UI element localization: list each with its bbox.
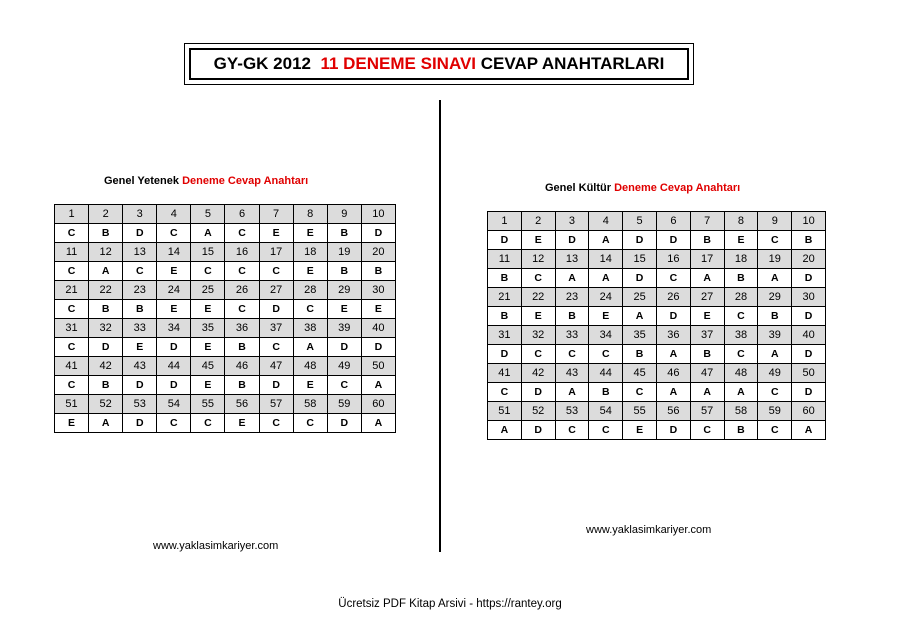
question-number-cell: 17	[690, 250, 724, 269]
question-number-cell: 54	[157, 395, 191, 414]
answer-cell: B	[89, 376, 123, 395]
right-panel-title	[545, 182, 740, 194]
question-number-cell: 46	[656, 364, 690, 383]
question-number-cell: 60	[361, 395, 395, 414]
answer-cell: D	[488, 231, 522, 250]
answer-cell: E	[191, 376, 225, 395]
answer-cell: D	[123, 224, 157, 243]
question-number-row	[55, 395, 396, 414]
answer-cell: C	[758, 231, 792, 250]
question-number-cell: 22	[521, 288, 555, 307]
answer-cell: A	[555, 383, 589, 402]
question-number-cell: 55	[191, 395, 225, 414]
answer-cell: E	[157, 300, 191, 319]
question-number-cell: 6	[656, 212, 690, 231]
question-number-cell: 7	[259, 205, 293, 224]
right-answer-table	[487, 211, 826, 440]
question-number-cell: 37	[690, 326, 724, 345]
answer-cell: A	[623, 307, 657, 326]
answer-row	[488, 269, 826, 288]
question-number-cell: 3	[123, 205, 157, 224]
answer-cell: C	[55, 376, 89, 395]
question-number-cell: 39	[758, 326, 792, 345]
answer-cell: E	[361, 300, 395, 319]
title-suffix: CEVAP ANAHTARLARI	[480, 54, 665, 73]
answer-cell: A	[488, 421, 522, 440]
answer-row	[488, 307, 826, 326]
question-number-cell: 52	[521, 402, 555, 421]
answer-cell: A	[361, 376, 395, 395]
question-number-cell: 58	[293, 395, 327, 414]
answer-cell: A	[724, 383, 758, 402]
answer-cell: C	[191, 262, 225, 281]
question-number-cell: 38	[293, 319, 327, 338]
question-number-cell: 40	[792, 326, 826, 345]
question-number-cell: 50	[361, 357, 395, 376]
answer-cell: C	[259, 338, 293, 357]
question-number-cell: 17	[259, 243, 293, 262]
answer-cell: E	[293, 262, 327, 281]
answer-cell: E	[123, 338, 157, 357]
question-number-cell: 48	[293, 357, 327, 376]
question-number-cell: 9	[327, 205, 361, 224]
question-number-cell: 27	[690, 288, 724, 307]
answer-cell: D	[792, 383, 826, 402]
question-number-cell: 26	[225, 281, 259, 300]
answer-cell: C	[521, 269, 555, 288]
answer-cell: B	[792, 231, 826, 250]
question-number-cell: 1	[55, 205, 89, 224]
answer-cell: D	[327, 414, 361, 433]
answer-row	[488, 231, 826, 250]
question-number-cell: 52	[89, 395, 123, 414]
answer-cell: E	[724, 231, 758, 250]
answer-cell: C	[225, 262, 259, 281]
question-number-row	[488, 288, 826, 307]
answer-cell: E	[191, 300, 225, 319]
question-number-row	[488, 402, 826, 421]
answer-cell: A	[656, 383, 690, 402]
left-answer-table	[54, 204, 396, 433]
answer-cell: E	[327, 300, 361, 319]
question-number-cell: 45	[191, 357, 225, 376]
question-number-cell: 18	[724, 250, 758, 269]
question-number-row	[488, 250, 826, 269]
answer-cell: A	[191, 224, 225, 243]
answer-cell: B	[724, 269, 758, 288]
answer-cell: A	[690, 383, 724, 402]
answer-cell: C	[623, 383, 657, 402]
answer-cell: C	[55, 224, 89, 243]
answer-cell: C	[123, 262, 157, 281]
question-number-cell: 29	[327, 281, 361, 300]
question-number-cell: 49	[327, 357, 361, 376]
answer-cell: D	[656, 231, 690, 250]
question-number-row	[488, 212, 826, 231]
answer-cell: C	[488, 383, 522, 402]
answer-cell: E	[521, 307, 555, 326]
question-number-row	[55, 319, 396, 338]
answer-cell: B	[555, 307, 589, 326]
question-number-cell: 28	[293, 281, 327, 300]
question-number-cell: 26	[656, 288, 690, 307]
answer-cell: C	[259, 262, 293, 281]
question-number-cell: 1	[488, 212, 522, 231]
answer-cell: C	[157, 224, 191, 243]
answer-cell: C	[259, 414, 293, 433]
question-number-cell: 24	[589, 288, 623, 307]
question-number-cell: 37	[259, 319, 293, 338]
question-number-cell: 33	[123, 319, 157, 338]
answer-cell: B	[327, 224, 361, 243]
right-title-red: Deneme Cevap Anahtarı	[614, 182, 741, 194]
vertical-divider	[439, 100, 441, 552]
question-number-cell: 14	[157, 243, 191, 262]
answer-cell: C	[724, 345, 758, 364]
question-number-cell: 20	[792, 250, 826, 269]
question-number-row	[55, 243, 396, 262]
footer-text: Ücretsiz PDF Kitap Arsivi - https://rantey.org	[338, 598, 562, 610]
question-number-cell: 21	[55, 281, 89, 300]
answer-cell: A	[589, 231, 623, 250]
answer-cell: E	[589, 307, 623, 326]
question-number-cell: 33	[555, 326, 589, 345]
question-number-cell: 23	[555, 288, 589, 307]
left-title-main: Genel Yetenek	[104, 175, 180, 187]
question-number-cell: 4	[589, 212, 623, 231]
question-number-cell: 12	[89, 243, 123, 262]
answer-cell: C	[656, 269, 690, 288]
answer-cell: E	[55, 414, 89, 433]
question-number-cell: 36	[656, 326, 690, 345]
question-number-cell: 4	[157, 205, 191, 224]
answer-cell: D	[656, 421, 690, 440]
question-number-cell: 12	[521, 250, 555, 269]
answer-cell: B	[488, 307, 522, 326]
answer-cell: E	[157, 262, 191, 281]
answer-row	[488, 421, 826, 440]
answer-cell: C	[555, 345, 589, 364]
answer-cell: A	[656, 345, 690, 364]
answer-cell: B	[361, 262, 395, 281]
answer-cell: C	[589, 345, 623, 364]
question-number-cell: 23	[123, 281, 157, 300]
question-number-row	[55, 205, 396, 224]
answer-cell: B	[758, 307, 792, 326]
answer-cell: E	[623, 421, 657, 440]
answer-cell: C	[521, 345, 555, 364]
answer-cell: D	[555, 231, 589, 250]
answer-cell: B	[690, 345, 724, 364]
question-number-cell: 56	[225, 395, 259, 414]
answer-cell: A	[555, 269, 589, 288]
answer-cell: A	[690, 269, 724, 288]
answer-cell: A	[293, 338, 327, 357]
question-number-cell: 53	[555, 402, 589, 421]
answer-cell: A	[758, 345, 792, 364]
answer-cell: B	[724, 421, 758, 440]
answer-cell: A	[361, 414, 395, 433]
answer-cell: E	[521, 231, 555, 250]
answer-cell: D	[361, 338, 395, 357]
question-number-cell: 19	[327, 243, 361, 262]
answer-row	[55, 414, 396, 433]
answer-cell: C	[191, 414, 225, 433]
answer-cell: D	[656, 307, 690, 326]
question-number-cell: 48	[724, 364, 758, 383]
question-number-cell: 44	[157, 357, 191, 376]
answer-row	[55, 224, 396, 243]
answer-cell: C	[724, 307, 758, 326]
question-number-cell: 47	[259, 357, 293, 376]
answer-cell: B	[690, 231, 724, 250]
question-number-cell: 60	[792, 402, 826, 421]
answer-cell: B	[123, 300, 157, 319]
answer-cell: C	[758, 383, 792, 402]
question-number-cell: 13	[123, 243, 157, 262]
answer-cell: D	[259, 300, 293, 319]
answer-cell: D	[623, 231, 657, 250]
answer-cell: A	[792, 421, 826, 440]
question-number-cell: 35	[623, 326, 657, 345]
question-number-cell: 8	[293, 205, 327, 224]
title-highlight: 11 DENEME SINAVI	[320, 54, 477, 73]
answer-cell: C	[55, 300, 89, 319]
question-number-cell: 42	[89, 357, 123, 376]
answer-cell: A	[89, 262, 123, 281]
question-number-cell: 11	[488, 250, 522, 269]
question-number-cell: 27	[259, 281, 293, 300]
question-number-row	[55, 357, 396, 376]
answer-cell: C	[690, 421, 724, 440]
question-number-cell: 43	[555, 364, 589, 383]
answer-cell: D	[123, 376, 157, 395]
answer-cell: E	[690, 307, 724, 326]
question-number-cell: 54	[589, 402, 623, 421]
question-number-row	[488, 364, 826, 383]
answer-cell: D	[157, 338, 191, 357]
answer-cell: A	[589, 269, 623, 288]
answer-cell: C	[225, 224, 259, 243]
question-number-cell: 2	[89, 205, 123, 224]
answer-cell: C	[293, 300, 327, 319]
answer-cell: B	[589, 383, 623, 402]
answer-cell: D	[488, 345, 522, 364]
right-title-main: Genel Kültür	[545, 182, 612, 194]
question-number-cell: 51	[488, 402, 522, 421]
question-number-cell: 51	[55, 395, 89, 414]
answer-cell: E	[293, 376, 327, 395]
answer-cell: B	[488, 269, 522, 288]
question-number-cell: 30	[361, 281, 395, 300]
answer-cell: C	[55, 338, 89, 357]
answer-cell: C	[225, 300, 259, 319]
answer-cell: D	[157, 376, 191, 395]
question-number-cell: 32	[89, 319, 123, 338]
question-number-cell: 16	[656, 250, 690, 269]
question-number-cell: 43	[123, 357, 157, 376]
answer-row	[55, 376, 396, 395]
question-number-cell: 10	[361, 205, 395, 224]
question-number-cell: 44	[589, 364, 623, 383]
question-number-cell: 34	[157, 319, 191, 338]
question-number-cell: 9	[758, 212, 792, 231]
answer-cell: D	[521, 383, 555, 402]
answer-cell: D	[361, 224, 395, 243]
answer-cell: D	[792, 269, 826, 288]
question-number-cell: 34	[589, 326, 623, 345]
question-number-cell: 36	[225, 319, 259, 338]
question-number-cell: 45	[623, 364, 657, 383]
answer-cell: B	[327, 262, 361, 281]
answer-cell: D	[792, 307, 826, 326]
question-number-cell: 35	[191, 319, 225, 338]
answer-cell: B	[89, 224, 123, 243]
answer-row	[55, 338, 396, 357]
question-number-cell: 56	[656, 402, 690, 421]
question-number-cell: 41	[488, 364, 522, 383]
answer-cell: C	[327, 376, 361, 395]
question-number-cell: 5	[623, 212, 657, 231]
answer-cell: D	[792, 345, 826, 364]
question-number-cell: 50	[792, 364, 826, 383]
answer-cell: D	[259, 376, 293, 395]
question-number-cell: 40	[361, 319, 395, 338]
answer-cell: E	[191, 338, 225, 357]
answer-cell: D	[521, 421, 555, 440]
question-number-cell: 59	[327, 395, 361, 414]
question-number-cell: 7	[690, 212, 724, 231]
question-number-row	[55, 281, 396, 300]
answer-cell: C	[293, 414, 327, 433]
left-title-red: Deneme Cevap Anahtarı	[182, 175, 309, 187]
right-url: www.yaklasimkariyer.com	[586, 524, 712, 536]
answer-cell: B	[225, 376, 259, 395]
question-number-cell: 38	[724, 326, 758, 345]
question-number-cell: 31	[488, 326, 522, 345]
question-number-cell: 25	[191, 281, 225, 300]
answer-cell: D	[123, 414, 157, 433]
question-number-cell: 41	[55, 357, 89, 376]
answer-cell: E	[259, 224, 293, 243]
question-number-cell: 32	[521, 326, 555, 345]
question-number-cell: 30	[792, 288, 826, 307]
question-number-cell: 25	[623, 288, 657, 307]
question-number-cell: 49	[758, 364, 792, 383]
question-number-cell: 47	[690, 364, 724, 383]
page-title	[189, 48, 689, 80]
answer-row	[55, 262, 396, 281]
answer-cell: D	[623, 269, 657, 288]
question-number-cell: 13	[555, 250, 589, 269]
question-number-cell: 46	[225, 357, 259, 376]
answer-cell: C	[157, 414, 191, 433]
question-number-cell: 5	[191, 205, 225, 224]
answer-cell: D	[327, 338, 361, 357]
answer-cell: B	[89, 300, 123, 319]
title-prefix: GY-GK 2012	[213, 54, 311, 73]
question-number-cell: 3	[555, 212, 589, 231]
question-number-cell: 57	[259, 395, 293, 414]
answer-cell: A	[758, 269, 792, 288]
question-number-cell: 42	[521, 364, 555, 383]
answer-row	[488, 345, 826, 364]
answer-cell: B	[623, 345, 657, 364]
answer-cell: E	[225, 414, 259, 433]
answer-cell: C	[555, 421, 589, 440]
question-number-row	[488, 326, 826, 345]
question-number-cell: 39	[327, 319, 361, 338]
question-number-cell: 8	[724, 212, 758, 231]
question-number-cell: 6	[225, 205, 259, 224]
question-number-cell: 10	[792, 212, 826, 231]
answer-cell: B	[225, 338, 259, 357]
answer-cell: C	[589, 421, 623, 440]
answer-cell: A	[89, 414, 123, 433]
question-number-cell: 19	[758, 250, 792, 269]
question-number-cell: 14	[589, 250, 623, 269]
answer-row	[55, 300, 396, 319]
question-number-cell: 24	[157, 281, 191, 300]
left-url: www.yaklasimkariyer.com	[153, 540, 279, 552]
answer-cell: C	[758, 421, 792, 440]
question-number-cell: 2	[521, 212, 555, 231]
answer-row	[488, 383, 826, 402]
question-number-cell: 11	[55, 243, 89, 262]
question-number-cell: 20	[361, 243, 395, 262]
answer-cell: E	[293, 224, 327, 243]
question-number-cell: 53	[123, 395, 157, 414]
question-number-cell: 22	[89, 281, 123, 300]
question-number-cell: 29	[758, 288, 792, 307]
title-box	[184, 43, 694, 85]
question-number-cell: 58	[724, 402, 758, 421]
question-number-cell: 57	[690, 402, 724, 421]
question-number-cell: 21	[488, 288, 522, 307]
question-number-cell: 18	[293, 243, 327, 262]
question-number-cell: 15	[191, 243, 225, 262]
answer-cell: D	[89, 338, 123, 357]
question-number-cell: 28	[724, 288, 758, 307]
question-number-cell: 16	[225, 243, 259, 262]
question-number-cell: 15	[623, 250, 657, 269]
answer-cell: C	[55, 262, 89, 281]
question-number-cell: 31	[55, 319, 89, 338]
question-number-cell: 59	[758, 402, 792, 421]
question-number-cell: 55	[623, 402, 657, 421]
left-panel-title	[104, 175, 308, 187]
